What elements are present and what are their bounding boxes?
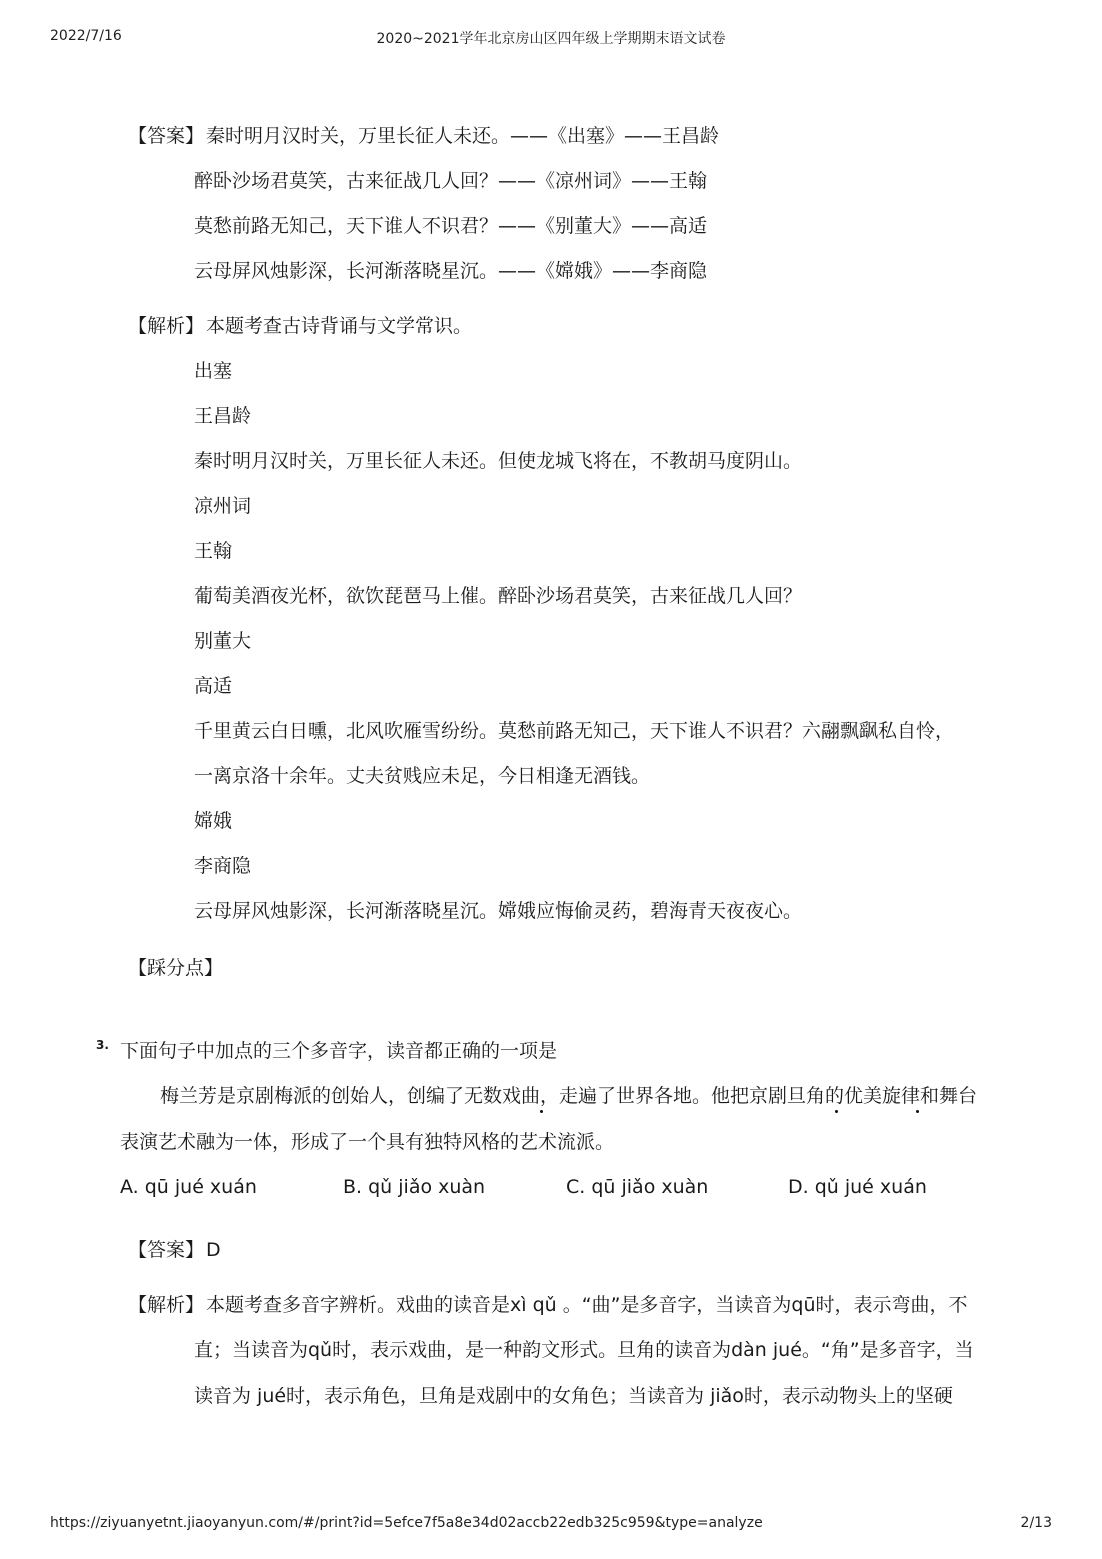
analysis-line: 一离京洛十余年。丈夫贫贱应未足，今日相逢无酒钱。 (194, 765, 651, 787)
answer-value: D (206, 1239, 221, 1261)
analysis-heading (128, 314, 472, 338)
q3-answer-line (128, 1238, 221, 1262)
answer-line-1 (128, 124, 719, 148)
analysis-text: 本题考查多音字辨析。戏曲的读音是xì qǔ 。“曲”是多音字，当读音为qū时，表示弯曲，不 (206, 1294, 968, 1316)
option-a: A. qū jué xuán (120, 1176, 257, 1198)
score-points-label: 【踩分点】 (128, 957, 224, 979)
passage-line-2: 表演艺术融为一体，形成了一个具有独特风格的艺术流派。 (120, 1131, 615, 1153)
question-number: 3. (96, 1038, 109, 1052)
option-c: C. qū jiǎo xuàn (566, 1176, 709, 1198)
analysis-line: 凉州词 (194, 495, 252, 517)
answer-label: 【答案】 (128, 125, 205, 147)
analysis-line: 王翰 (194, 540, 233, 562)
document-title: 2020~2021学年北京房山区四年级上学期期末语文试卷 (376, 31, 726, 47)
analysis-line: 云母屏风烛影深，长河渐落晓星沉。嫦娥应悔偷灵药，碧海青天夜夜心。 (194, 900, 803, 922)
passage-line-1: 梅兰芳是京剧梅派的创始人，创编了无数戏曲，走遍了世界各地。他把京剧旦角的优美旋律和舞台 (160, 1085, 978, 1107)
answer-label: 【答案】 (128, 1239, 205, 1261)
emphasis-dot (916, 1110, 919, 1113)
answer-line-2: 醉卧沙场君莫笑，古来征战几人回？——《凉州词》——王翰 (194, 170, 708, 192)
option-b: B. qǔ jiǎo xuàn (343, 1176, 486, 1198)
answer-line-3: 莫愁前路无知己，天下谁人不识君？——《别董大》——高适 (194, 215, 708, 237)
q3-analysis-line-3: 读音为 jué时，表示角色，旦角是戏剧中的女角色；当读音为 jiǎo时，表示动物头上的坚硬 (194, 1385, 953, 1407)
question-text: 下面句子中加点的三个多音字，读音都正确的一项是 (120, 1040, 558, 1062)
option-d: D. qǔ jué xuán (788, 1176, 927, 1198)
analysis-line: 李商隐 (194, 855, 252, 877)
page-url: https://ziyuanyetnt.jiaoyanyun.com/#/print?id=5efce7f5a8e34d02accb22edb325c959&type=analyze (50, 1515, 763, 1531)
print-date: 2022/7/16 (50, 28, 122, 44)
analysis-label: 【解析】 (128, 1294, 205, 1316)
page-number: 2/13 (1020, 1515, 1052, 1531)
emphasis-dot (835, 1110, 838, 1113)
analysis-line: 千里黄云白日曛，北风吹雁雪纷纷。莫愁前路无知己，天下谁人不识君？六翮飘飖私自怜， (194, 720, 955, 742)
q3-analysis-line-2: 直；当读音为qǔ时，表示戏曲，是一种韵文形式。旦角的读音为dàn jué。“角”是多音字，当 (194, 1339, 974, 1361)
q3-analysis-line-1 (128, 1293, 968, 1317)
analysis-label: 【解析】 (128, 315, 205, 337)
analysis-line: 别董大 (194, 630, 252, 652)
analysis-line: 秦时明月汉时关，万里长征人未还。但使龙城飞将在，不教胡马度阴山。 (194, 450, 803, 472)
analysis-intro: 本题考查古诗背诵与文学常识。 (206, 315, 473, 337)
analysis-line: 王昌龄 (194, 405, 252, 427)
analysis-line: 葡萄美酒夜光杯，欲饮琵琶马上催。醉卧沙场君莫笑，古来征战几人回？ (194, 585, 803, 607)
analysis-line: 嫦娥 (194, 810, 233, 832)
answer-line-4: 云母屏风烛影深，长河渐落晓星沉。——《嫦娥》——李商隐 (194, 260, 708, 282)
analysis-line: 出塞 (194, 360, 233, 382)
emphasis-dot (540, 1110, 543, 1113)
answer-text: 秦时明月汉时关，万里长征人未还。——《出塞》——王昌龄 (206, 125, 720, 147)
analysis-line: 高适 (194, 675, 233, 697)
